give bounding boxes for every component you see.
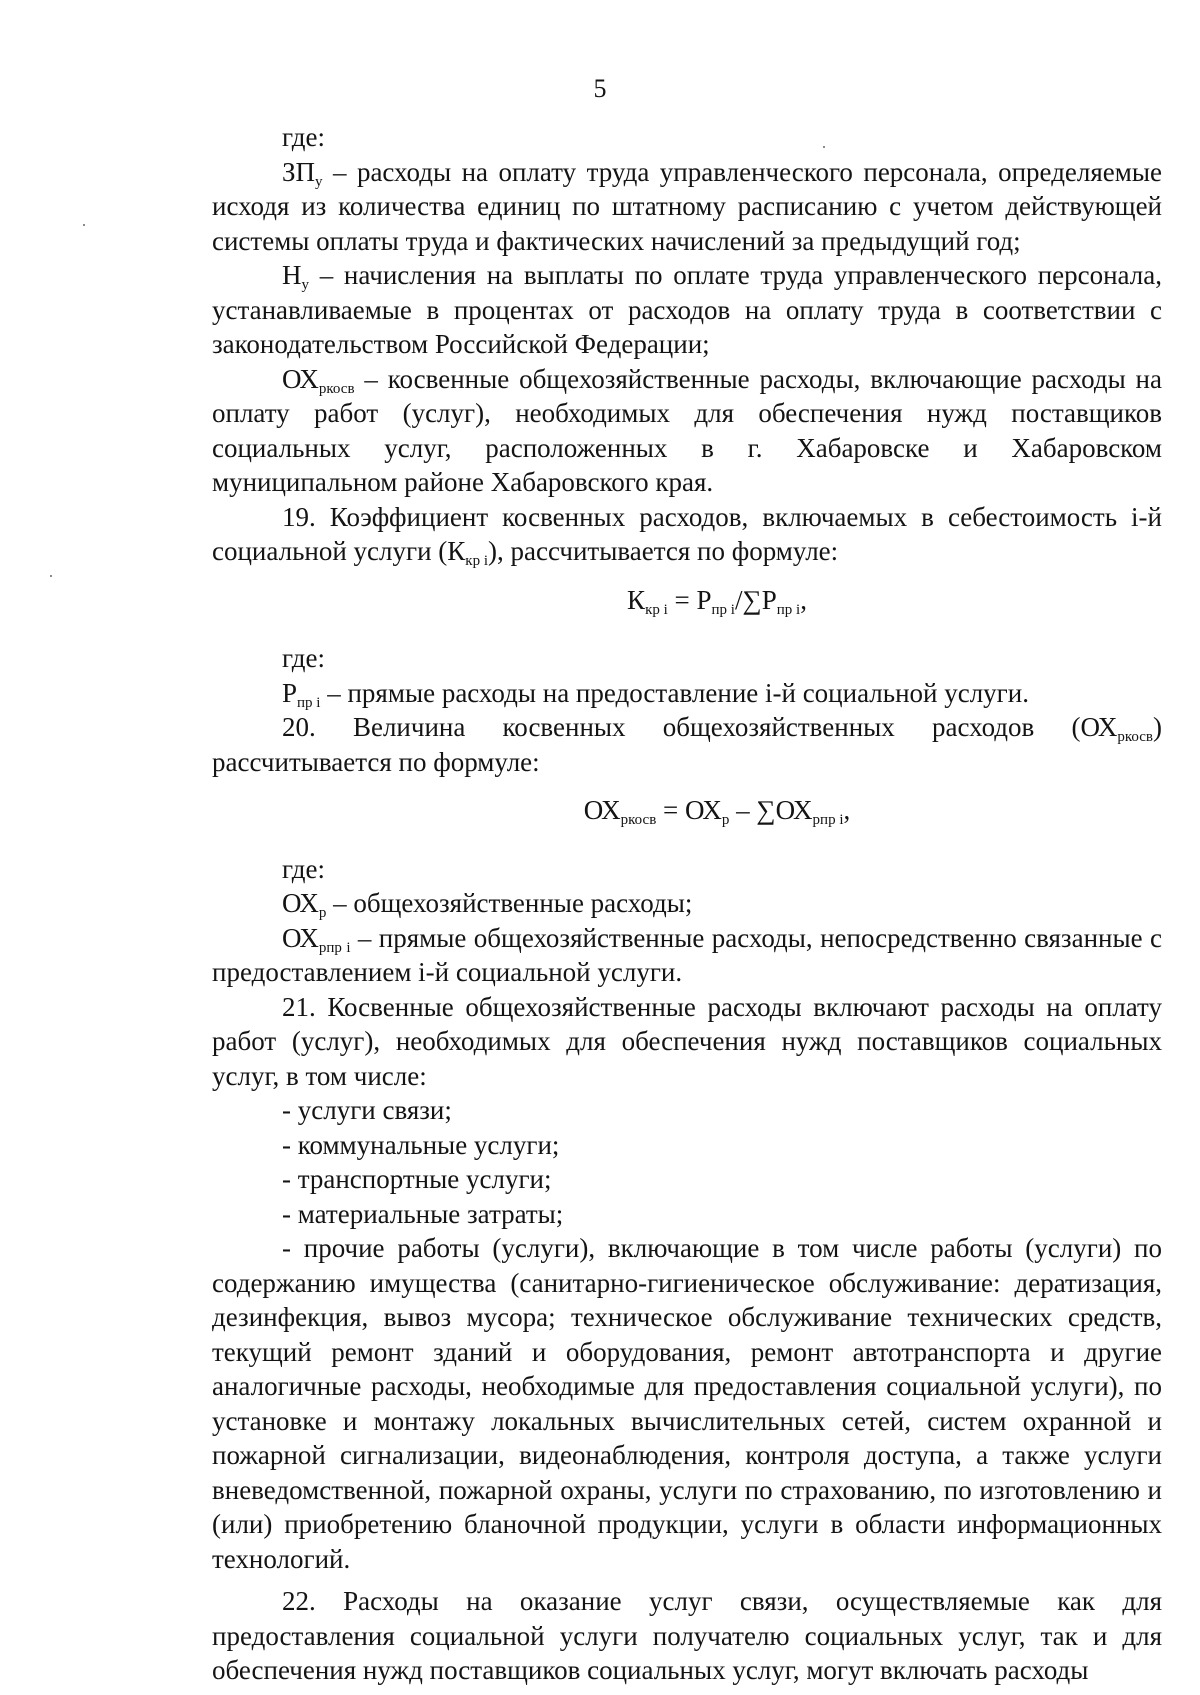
definition-oxr	[212, 362, 1162, 500]
symbol-zp: ЗП	[282, 156, 316, 187]
definition-text: – прямые общехозяйственные расходы, непосредственно связанные с предоставлением i-й социальной услуги.	[212, 922, 1162, 987]
definition-text: – начисления на выплаты по оплате труда управленческого персонала, устанавливаемые в процентах от расходов на оплату труда в соответствии с законодательством Российской Федерации;	[212, 260, 1162, 359]
paragraph-text: 20. Величина косвенных общехозяйственных расходов (ОХ	[282, 712, 1118, 742]
definition-text: – общехозяйственные расходы;	[326, 888, 693, 918]
subscript: кр i	[465, 553, 488, 569]
formula-part: = Р	[667, 584, 712, 615]
list-item: - транспортные услуги;	[282, 1164, 552, 1194]
subscript: ркосв	[620, 812, 657, 828]
subscript: пр i	[297, 694, 321, 711]
definition-zp	[212, 155, 1162, 259]
formula-part: /∑Р	[734, 584, 777, 615]
document-body	[212, 120, 1162, 1688]
symbol-n: Н	[282, 260, 302, 290]
formula-part: К	[627, 584, 646, 615]
subscript: у	[301, 277, 309, 293]
subscript: ркосв	[1117, 729, 1153, 745]
where-label: где:	[282, 853, 325, 884]
where-label: где:	[282, 122, 325, 152]
paragraph-22: 22. Расходы на оказание услуг связи, осуществляемые как для предоставления социальной услуги получателю социальных услуг, так и для обеспечения нужд поставщиков социальных услуг, могут включать расходы	[212, 1586, 1162, 1685]
definition-text: – прямые расходы на предоставление i-й социальной услуги.	[320, 677, 1029, 708]
list-item-other: - прочие работы (услуги), включающие в том числе работы (услуги) по содержанию имущества (санитарно-гигиеническое обслуживание: дератизация, дезинфекция, вывоз мусора; техническое обслуживание технических средств, текущий ремонт зданий и оборудования, ремонт автотранспорта и другие аналогичные расходы, необходимые для предоставления социальной услуги), по установке и монтажу локальных вычислительных сетей, систем охранной и пожарной сигнализации, видеонаблюдения, контроля доступа, а также услуги вневедомственной, пожарной охраны, услуги по страхованию, по изготовлению и (или) приобретению бланочной продукции, услуги в области информационных технологий.	[212, 1233, 1162, 1574]
subscript: пр i	[776, 601, 801, 618]
list-item: - услуги связи;	[282, 1095, 452, 1125]
subscript: рпр i	[318, 939, 351, 956]
symbol-ppr: Р	[282, 677, 298, 708]
paragraph-21: 21. Косвенные общехозяйственные расходы включают расходы на оплату работ (услуг), необходимых для обеспечения нужд поставщиков социальных услуг, в том числе:	[212, 991, 1162, 1091]
definition-text: – косвенные общехозяйственные расходы, включающие расходы на оплату работ (услуг), необходимых для обеспечения нужд поставщиков социальных услуг, расположенных в г. Хабаровске и Хабаровском муниципальном районе Хабаровского края.	[212, 363, 1162, 497]
paragraph-text: ) рассчитывается по формуле:	[212, 712, 1162, 777]
paragraph-19	[212, 500, 1162, 569]
subscript: пр i	[711, 601, 735, 618]
paragraph-20	[212, 710, 1162, 779]
definition-oxp	[212, 886, 1162, 921]
symbol-oxp: ОХ	[282, 888, 319, 918]
formula-part: ,	[843, 795, 851, 825]
formula-part: ОХ	[583, 795, 621, 825]
definition-oxrpr	[212, 921, 1162, 990]
list-item: - коммунальные услуги;	[282, 1129, 560, 1160]
definition-ppr	[212, 676, 1162, 711]
list-item: - материальные затраты;	[282, 1198, 564, 1229]
paragraph-text: ), рассчитывается по формуле:	[488, 536, 839, 566]
page-number: 5	[593, 74, 607, 103]
scan-speck	[83, 224, 85, 226]
formula-ox	[212, 793, 1162, 828]
definition-text: – расходы на оплату труда управленческого персонала, определяемые исходя из количества единиц по штатному расписанию с учетом действующей системы оплаты труда и фактических начислений за предыдущий год;	[212, 156, 1162, 256]
definition-n	[212, 258, 1162, 362]
subscript: у	[315, 173, 323, 190]
subscript: кр i	[645, 601, 668, 618]
subscript: р	[721, 812, 730, 828]
subscript: рпр i	[812, 812, 844, 828]
formula-k	[212, 583, 1162, 618]
subscript: р	[318, 905, 327, 921]
formula-part: ,	[800, 584, 807, 615]
symbol-oxrpr: ОХ	[282, 922, 319, 953]
paragraph-text: 19. Коэффициент косвенных расходов, включаемых в себестоимость i-й социальной услуги (К	[212, 501, 1162, 566]
formula-part: = ОХ	[656, 795, 722, 825]
where-label: где:	[282, 643, 325, 673]
subscript: ркосв	[318, 380, 355, 397]
scan-speck	[50, 575, 52, 577]
symbol-oxr: ОХ	[282, 363, 319, 394]
formula-part: – ∑ОХ	[729, 795, 813, 825]
